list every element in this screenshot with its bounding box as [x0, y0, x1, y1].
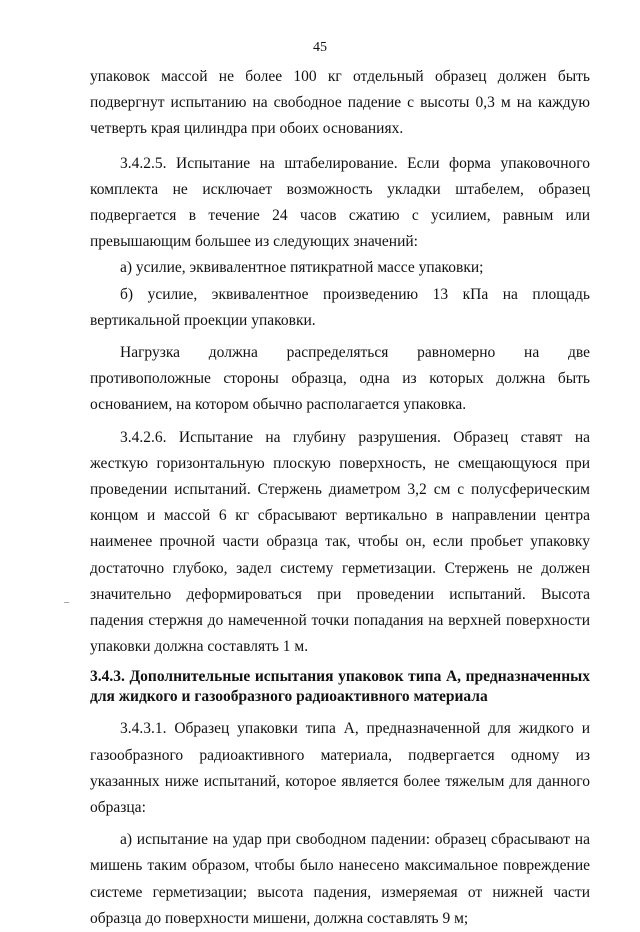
list-item-b: б) усилие, эквивалентное произведению 13 кПа на площадь вертикальной проекции упаковки.	[90, 285, 590, 329]
document-body	[90, 64, 590, 932]
paragraph-continuation: упаковок массой не более 100 кг отдельный образец должен быть подвергнут испытанию на свободное падение с высоты 0,3 м на каждую четверть края цилиндра при обоих основаниях.	[90, 68, 590, 138]
paragraph-load: Нагрузка должна распределяться равномерно на две противоположные стороны образца, одна из которых должна быть основанием, на котором обычно располагается упаковка.	[90, 344, 590, 414]
section-heading-number: 3.4.3.	[90, 668, 125, 686]
list-item-a: а) усилие, эквивалентное пятикратной массе упаковки;	[120, 259, 484, 277]
page-number: 45	[313, 40, 327, 55]
paragraph-penetration-test: 3.4.2.6. Испытание на глубину разрушения. Образец ставят на жесткую горизонтальную плоскую поверхность, не смещающуюся при проведении испытаний. Стержень диаметром 3,2 см с полусферическим концом и массой 6 кг сбрасывают вертикально в направлении центра наименее прочной части образца так, чтобы он, если пробьет упаковку достаточно глубоко, задел систему герметизации. Стержень не должен значительно деформироваться при проведении испытаний. Высота падения стержня до намеченной точки попадания на верхней поверхности упаковки должна составлять 1 м.	[90, 428, 590, 656]
section-heading	[90, 667, 590, 707]
paragraph-type-a-liquid: 3.4.3.1. Образец упаковки типа А, предназначенной для жидкого и газообразного радиоактивного материала, подвергается одному из указанных ниже испытаний, которое является более тяжелым для данного образца:	[90, 720, 590, 817]
margin-mark: –	[64, 597, 69, 608]
paragraph-stacking-test: 3.4.2.5. Испытание на штабелирование. Если форма упаковочного комплекта не исключает возможность укладки штабелем, образец подвергается в течение 24 часов сжатию с усилием, равным или превышающим большее из следующих значений:	[90, 154, 590, 251]
section-heading-text: Дополнительные испытания упаковок типа А, предназначенных для жидкого и газообразного радиоактивного материала	[90, 668, 590, 706]
list-item-drop-test: а) испытание на удар при свободном падении: образец сбрасывают на мишень таким образом, чтобы было нанесено максимальное повреждение системе герметизации; высота падения, измеряемая от нижней части образца до поверхности мишени, должна составлять 9 м;	[90, 831, 590, 927]
